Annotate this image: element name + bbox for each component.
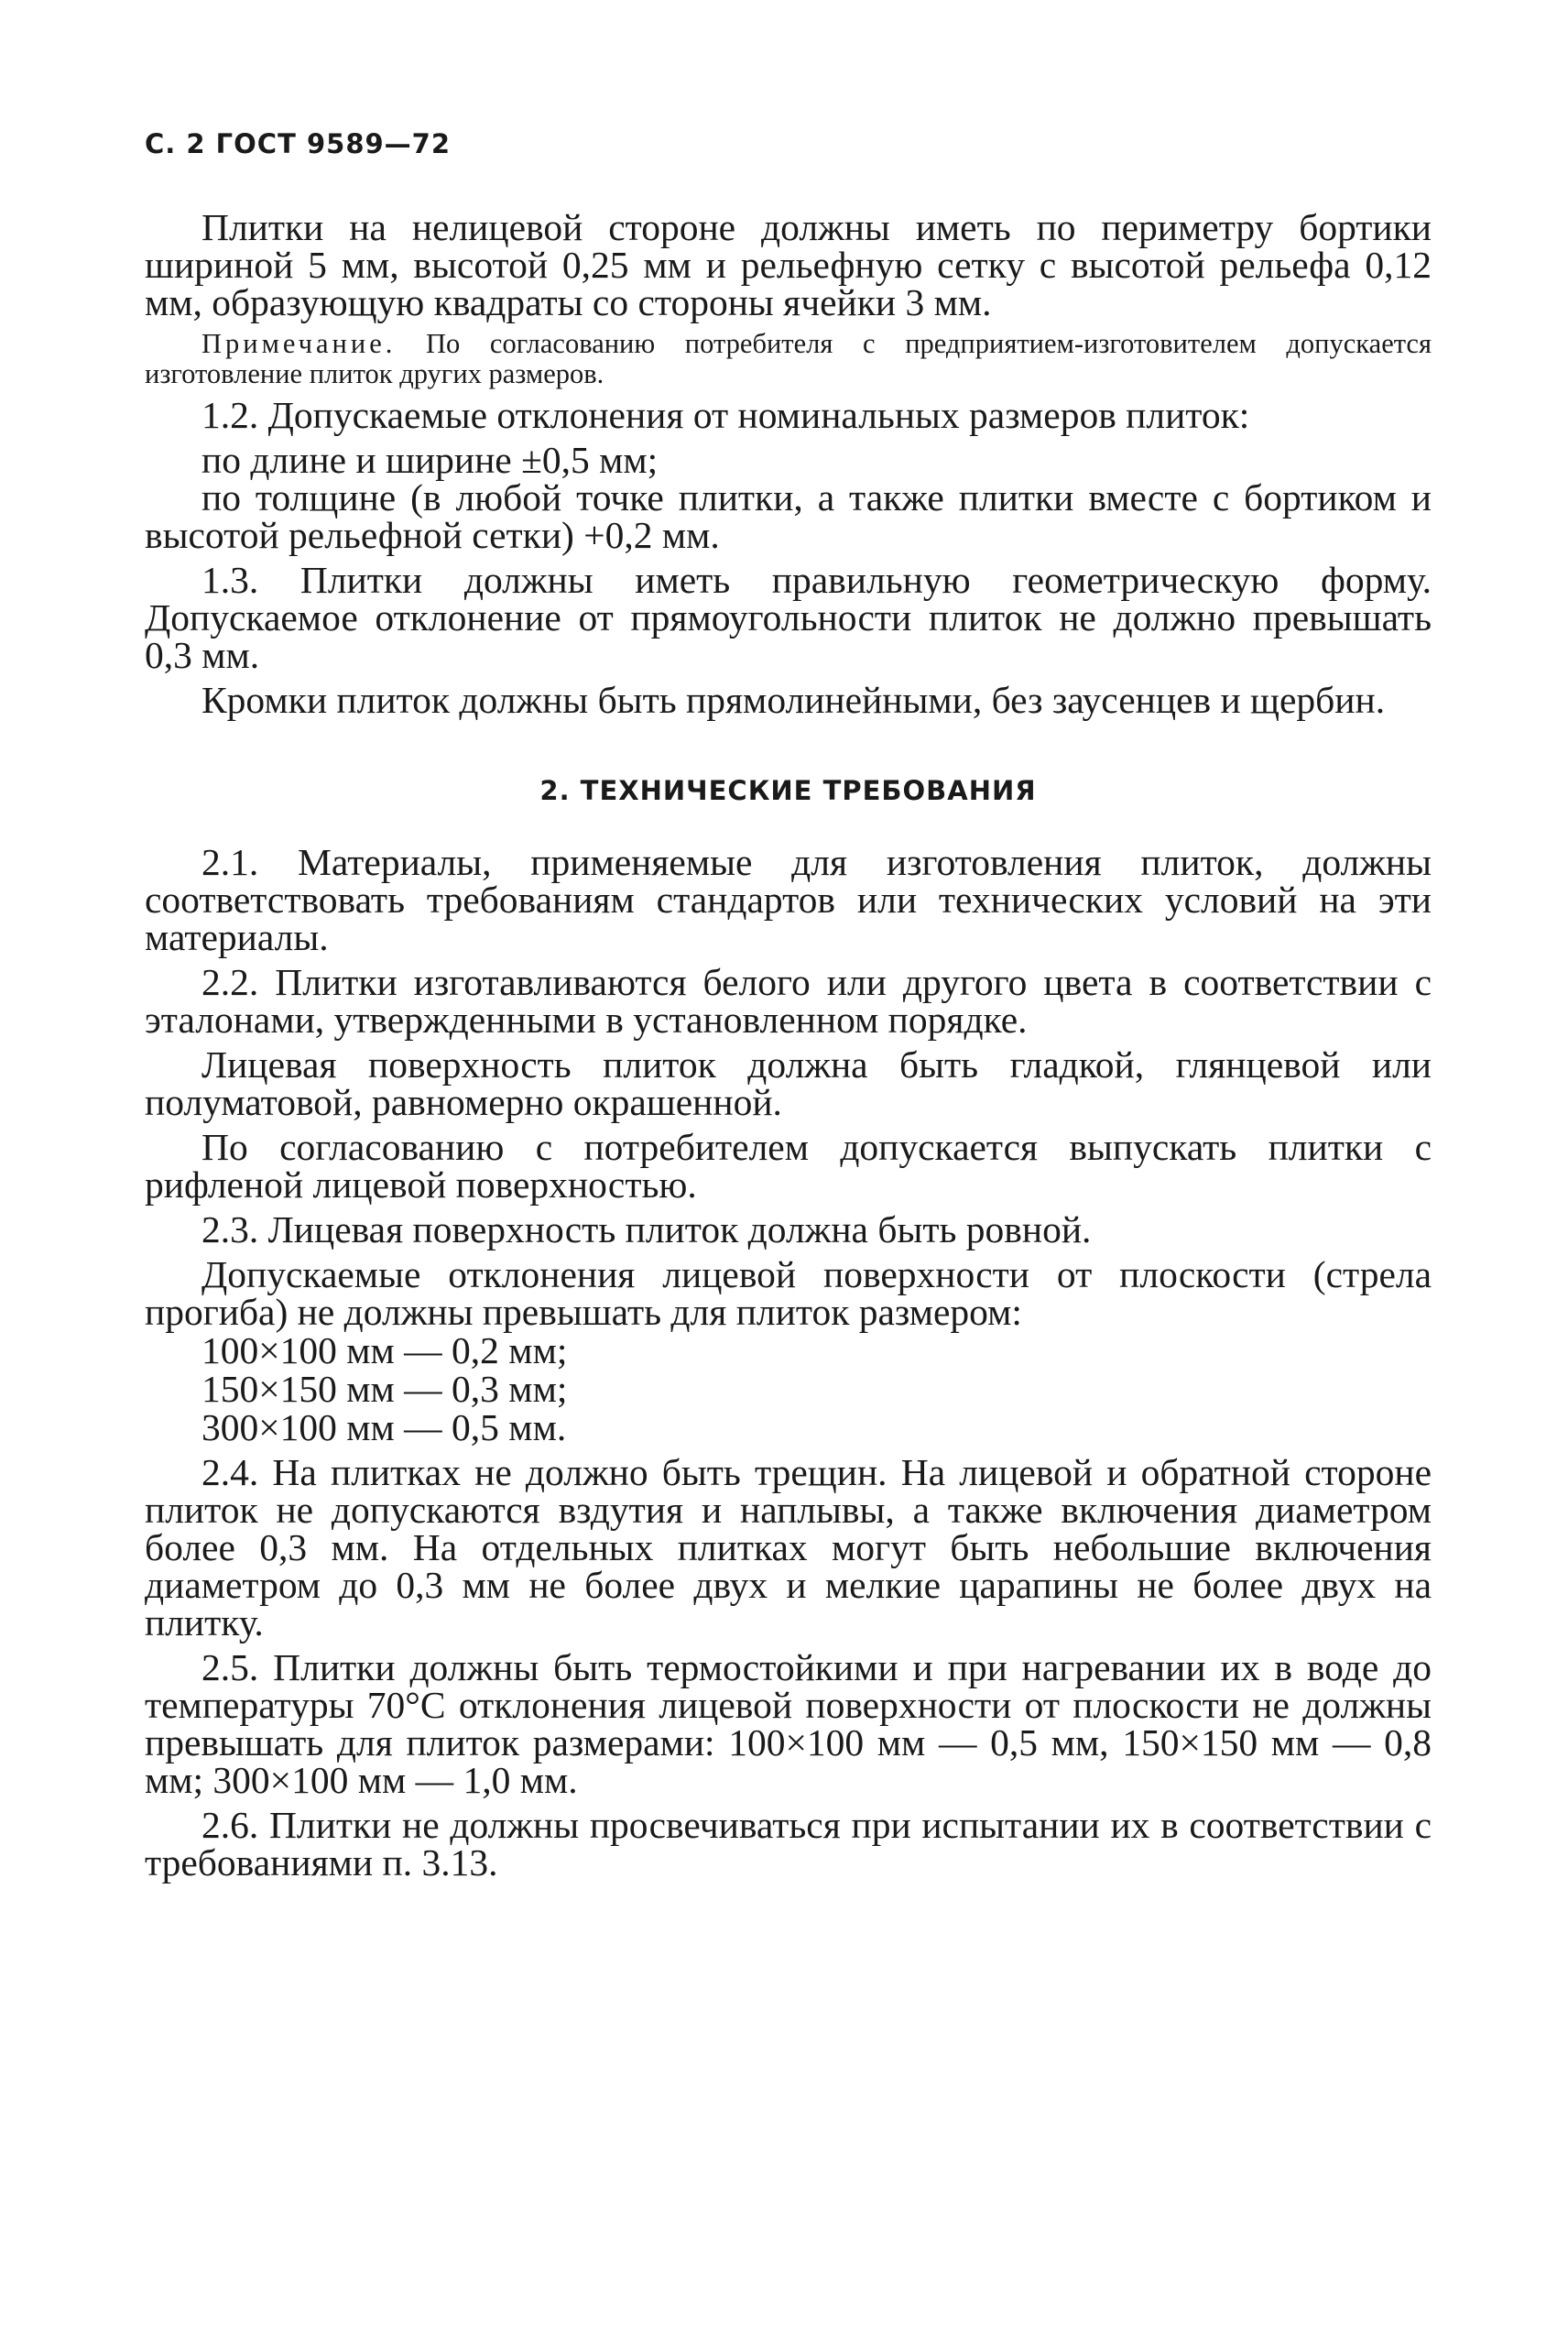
section-title: 2. ТЕХНИЧЕСКИЕ ТРЕБОВАНИЯ	[539, 775, 1037, 806]
paragraph-2-2-ribbed: По согласованию с потребителем допускается выпускать плитки с рифленой лицевой поверхностью.	[145, 1126, 1432, 1206]
paragraph-2-2: 2.2. Плитки изготавливаются белого или другого цвета в соответствии с эталонами, утвержденными в установленном порядке.	[145, 961, 1432, 1041]
note-text: По согласованию потребителя с предприятием-изготовителем допускается изготовление плиток других размеров.	[145, 328, 1432, 389]
paragraph-2-6: 2.6. Плитки не должны просвечиваться при испытании их в соответствии с требованиями п. 3.13.	[145, 1804, 1432, 1884]
note	[145, 329, 1432, 389]
note-label: Примечание.	[201, 328, 397, 359]
dimension-item: 300×100 мм — 0,5 мм.	[201, 1406, 567, 1448]
paragraph-2-4: 2.4. На плитках не должно быть трещин. На лицевой и обратной стороне плиток не допускаются вздутия и наплывы, а также включения диаметром более 0,3 мм. На отдельных плитках могут быть небольшие включения диаметром до 0,3 мм не более двух и мелкие царапины не более двух на плитку.	[145, 1451, 1432, 1643]
paragraph-1-2-length-width: по длине и ширине ±0,5 мм;	[201, 439, 659, 481]
dimension-item: 150×150 мм — 0,3 мм;	[201, 1368, 568, 1410]
paragraph-2-5: 2.5. Плитки должны быть термостойкими и при нагревании их в воде до температуры 70°С отклонения лицевой поверхности от плоскости не должны превышать для плиток размерами: 100×100 мм — 0,5 мм, 150×150 мм — 0,8 мм; 300×100 мм — 1,0 мм.	[145, 1646, 1432, 1801]
paragraph-2-1: 2.1. Материалы, применяемые для изготовления плиток, должны соответствовать требованиям стандартов или технических условий на эти материалы.	[145, 841, 1432, 958]
paragraph-1-2-thickness: по толщине (в любой точке плитки, а также плитки вместе с бортиком и высотой рельефной сетки) +0,2 мм.	[145, 476, 1432, 556]
dimension-item: 100×100 мм — 0,2 мм;	[201, 1329, 568, 1371]
dimension-list	[145, 1331, 1432, 1447]
paragraph-2-3-deviations: Допускаемые отклонения лицевой поверхности от плоскости (стрела прогиба) не должны превышать для плиток размером:	[145, 1253, 1432, 1333]
paragraph-2-2-surface: Лицевая поверхность плиток должна быть гладкой, глянцевой или полуматовой, равномерно окрашенной.	[145, 1043, 1432, 1123]
paragraph-2-3: 2.3. Лицевая поверхность плиток должна быть ровной.	[201, 1208, 1092, 1250]
paragraph-1-3: 1.3. Плитки должны иметь правильную геометрическую форму. Допускаемое отклонение от прямоугольности плиток не должно превышать 0,3 мм.	[145, 559, 1432, 676]
paragraph-1-2: 1.2. Допускаемые отклонения от номинальных размеров плиток:	[201, 394, 1250, 436]
paragraph-1-3-edges: Кромки плиток должны быть прямолинейными, без заусенцев и щербин.	[201, 679, 1386, 721]
paragraph-tiles-back-side: Плитки на нелицевой стороне должны иметь по периметру бортики шириной 5 мм, высотой 0,25 мм и рельефную сетку с высотой рельефа 0,12 мм, образующую квадраты со стороны ячейки 3 мм.	[145, 206, 1432, 323]
document-body	[145, 206, 1432, 1884]
page-header: С. 2 ГОСТ 9589—72	[145, 128, 452, 159]
